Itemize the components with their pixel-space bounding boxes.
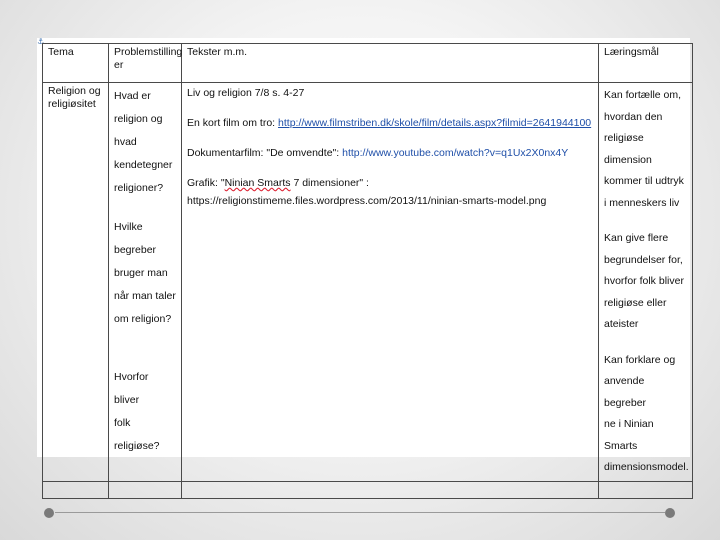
partial-cell [109,481,182,498]
q1-line: religion og [114,113,163,125]
header-laeringsmaal: Læringsmål [599,44,693,83]
graphic-link[interactable]: https://religionstimeme.files.wordpress.com/2013/11/ninian-smarts-model.png [187,195,547,207]
table-header-row [43,44,693,83]
cell-laeringsmaal [599,83,693,482]
document-page [37,37,690,473]
header-tekster: Tekster m.m. [182,44,599,83]
graphic-label: Grafik: " [187,177,225,189]
partial-cell [43,481,109,498]
header-tema: Tema [43,44,109,83]
goal1-line: religiøse [604,132,644,144]
film-link[interactable]: http://www.filmstriben.dk/skole/film/details.aspx?filmid=2641944100 [278,117,592,129]
goal2-line: Kan give flere [604,232,669,244]
q2-line: om religion? [114,313,172,325]
goal1-line: Kan fortælle om, [604,89,682,101]
cell-tema [43,83,109,482]
q2-line: når man taler [114,290,176,302]
goal1-line: i menneskers liv [604,196,680,209]
q1-line: kendetegner [114,159,173,171]
q1-line: religioner? [114,182,164,194]
goal2-line: religiøse eller [604,296,667,309]
text-ref-graphic [187,175,593,191]
header-problemstillinger: Problemstilling er [109,44,182,83]
slide-bullet-right [665,508,675,518]
cell-problemstillinger [109,83,182,482]
goal3-line: anvende begreber [604,375,647,409]
q3-line: folk religiøse? [114,417,160,452]
q3-line: Hvorfor bliver [114,371,149,406]
partial-cell [182,481,599,498]
text-ref-book: Liv og religion 7/8 s. 4-27 [187,87,305,99]
anchor-icon: ⚓ [37,37,45,46]
documentary-label: Dokumentarfilm: "De omvendte": [187,147,343,159]
goal2-line: begrundelser for, [604,253,683,266]
goal1-line: dimension [604,153,652,166]
graphic-rest: 7 dimensioner" : [290,177,369,189]
table-row-partial [43,481,693,498]
cell-tekster [182,83,599,482]
q1-line: Hvad er [114,90,151,102]
goal1-line: hvordan den [604,110,663,123]
goal1-line: kommer til udtryk [604,175,684,187]
slide-bullet-left [44,508,54,518]
goal2-line: hvorfor folk bliver [604,275,684,287]
graphic-name: Ninian Smarts [224,177,291,189]
q1-line: hvad [114,136,137,148]
text-ref-film [187,115,593,131]
goal3-line: Kan forklare og [604,353,676,366]
q2-line: Hvilke [114,221,143,233]
slide-divider-line [55,512,665,513]
goal3-line: dimensionsmodel. [604,461,689,473]
tema-text: Religion og religiøsitet [48,85,101,110]
documentary-link[interactable]: http://www.youtube.com/watch?v=q1Ux2X0nx4Y [342,147,569,159]
film-label: En kort film om tro: [187,117,279,129]
partial-cell [599,481,693,498]
q2-line: begreber [114,244,157,256]
text-ref-documentary [187,145,593,161]
goal3-line: ne i Ninian Smarts [604,418,654,452]
q2-line: bruger man [114,267,168,279]
curriculum-table [42,43,693,499]
table-row [43,83,693,482]
goal2-line: ateister [604,318,639,330]
